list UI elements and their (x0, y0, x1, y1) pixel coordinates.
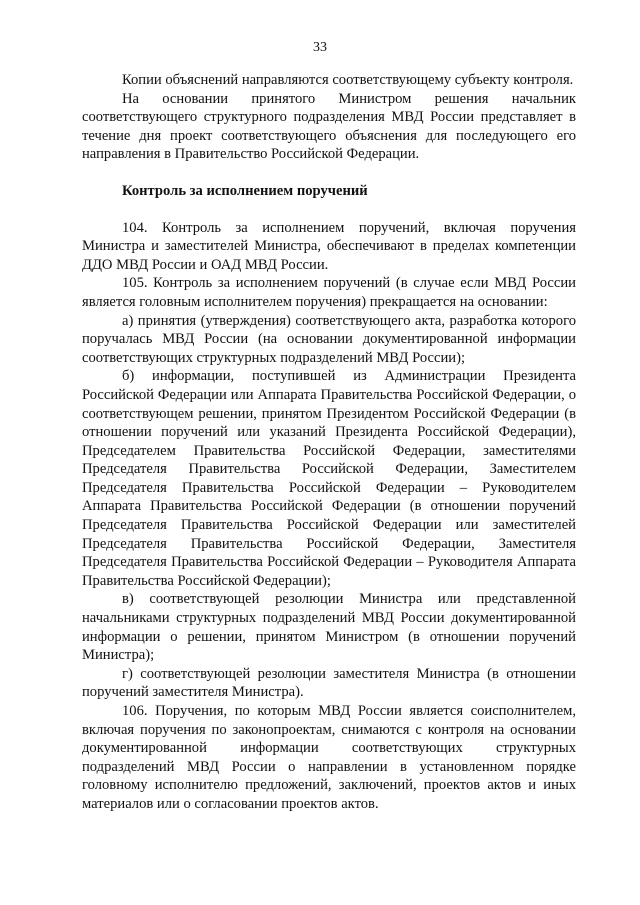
paragraph: 104. Контроль за исполнением поручений, включая поручения Министра и заместителей Министра, обеспечивают в пределах компетенции ДДО МВД России и ОАД МВД России. (82, 219, 576, 273)
list-item: г) соответствующей резолюции заместителя Министра (в отношении поручений заместителя Министра). (82, 665, 576, 701)
list-item: б) информации, поступившей из Администрации Президента Российской Федерации или Аппарата Правительства Российской Федерации, о соответствующем решении, принятом Президентом Российской Федерации (в отношении поручений или указаний Президента Российской Федерации), Председателем Правительства Российской Федерации, заместителями Председателя Правительства Российской Федерации, Заместителем Председателя Правительства Российской Федерации – Руководителем Аппарата Правительства Российской Федерации (в отношении поручений Председателя Правительства Российской Федерации или заместителей Председателя Правительства Российской Федерации, Заместителя Председателя Правительства Российской Федерации – Руководителя Аппарата Правительства Российской Федерации); (82, 368, 576, 589)
page-number: 33 (313, 40, 327, 55)
paragraph: Копии объяснений направляются соответствующему субъекту контроля. (122, 72, 574, 88)
paragraph: 106. Поручения, по которым МВД России является соисполнителем, включая поручения по законопроектам, снимаются с контроля на основании документированной информации соответствующих структурных подразделений МВД России о направлении в установленном порядке головному исполнителю предложений, заключений, проектов актов и иных материалов или о согласовании проектов актов. (82, 703, 576, 812)
section-heading: Контроль за исполнением поручений (122, 182, 368, 199)
list-item: в) соответствующей резолюции Министра или представленной начальниками структурных подразделений МВД России документированной информации о решении, принятом Министром (в отношении поручений Министра); (82, 591, 576, 664)
paragraph: На основании принятого Министром решения начальник соответствующего структурного подразделения МВД России представляет в течение дня проект соответствующего объяснения для последующего его направления в Правительство Российской Федерации. (82, 90, 576, 163)
paragraph: 105. Контроль за исполнением поручений (в случае если МВД России является головным исполнителем поручения) прекращается на основании: (82, 275, 576, 310)
document-body (82, 71, 576, 814)
list-item: а) принятия (утверждения) соответствующего акта, разработка которого поручалась МВД России (на основании документированной информации соответствующих структурных подразделений МВД России); (82, 312, 576, 366)
